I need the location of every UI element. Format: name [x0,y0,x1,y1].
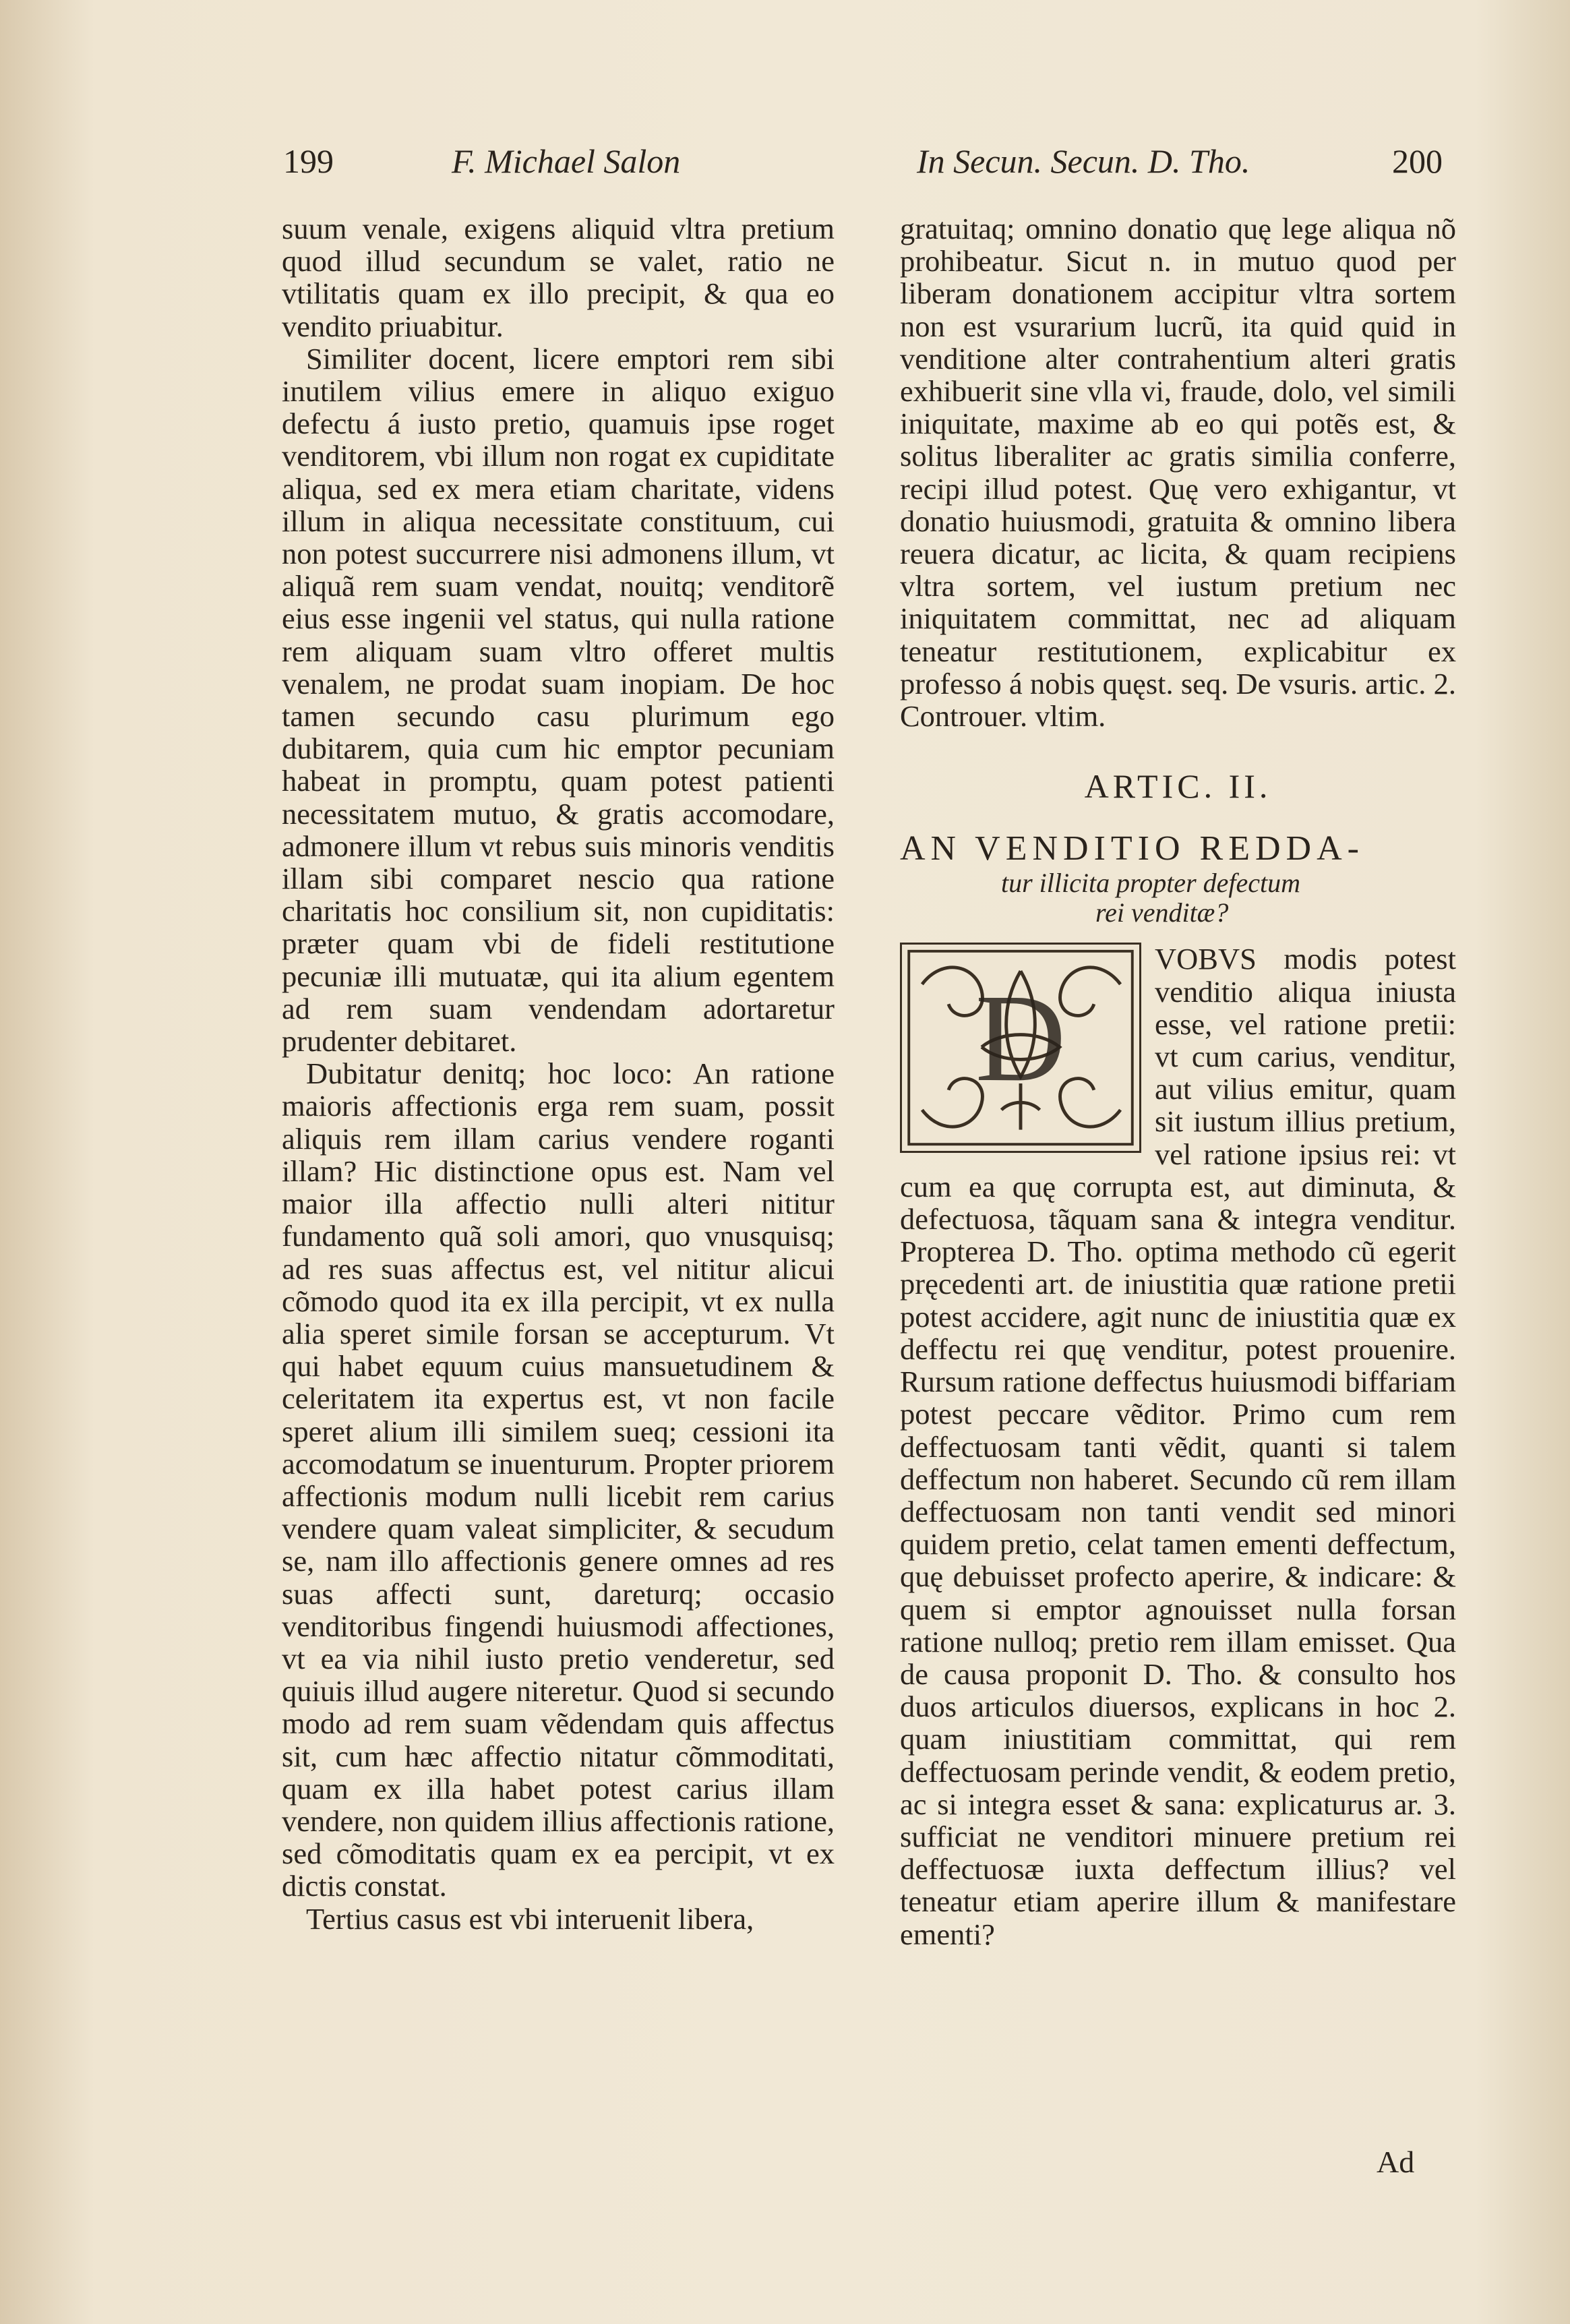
page-number-left: 199 [283,142,334,180]
question-subtitle: rei venditæ? [1095,897,1229,928]
ornament-icon [902,945,1139,1151]
left-column [282,212,835,1935]
running-header [283,142,1463,196]
running-title-right: In Secun. Secun. D. Tho. [917,142,1250,180]
running-title-left: F. Michael Salon [452,142,681,180]
right-column [900,212,1456,1950]
question-title: AN VENDITIO REDDA- [900,829,1364,868]
question-subtitle: tur illicita propter defectum [1001,868,1301,899]
paragraph: suum venale, exigens aliquid vltra pretium quod illud secundum se valet, ratio ne vtilitatis quam ex illo precipit, & qua eo vendito priuabitur. [282,212,835,343]
page-number-right: 200 [1392,142,1443,180]
paragraph: Tertius casus est vbi interuenit libera, [306,1901,754,1936]
paragraph: Dubitatur denitq; hoc loco: An ratione maioris affectionis erga rem suam, possit aliquis rem illam carius vendere roganti illam? Hic distinctione opus est. Nam vel maior illa affectio nulli alteri nititur fundamento quã soli amori, quo vnusquisq; ad res suas affectus est, vel nititur alicui cõmodo quod ita ex illa percipit, vt ex nulla alia speret simile forsan se accepturum. Vt qui habet equum cuius mansuetudinem & celeritatem ita expertus est, vt non facile speret alium illi similem sueq; cessioni ita accomodatum se inuenturum. Propter priorem affectionis modum nulli licebit rem carius vendere quam valeat simpliciter, & secudum se, nam illo affectionis genere omnes ad res suas affecti sunt, dareturq; occasio venditoribus fingendi huiusmodi affectiones, vt ea via nihil iusto pretio venderetur, sed quiuis illud augere niteretur. Quod si secundo modo ad rem suam vẽdendam quis affectus sit, cum hæc affectio nitatur cõmmoditati, quam ex illa habet potest carius illam vendere, non quidem illius affectionis ratione, sed cõmoditatis quam ex ea percipit, vt ex dictis constat. [282,1056,835,1903]
paragraph: gratuitaq; omnino donatio quę lege aliqua nõ prohibeatur. Sicut n. in mutuo quod per liberam donationem accipitur vltra sortem non est vsurarium lucrũ, ita quid quid in venditione alter contrahentium alteri gratis exhibuerit sine vlla vi, fraude, dolo, vel simili iniquitate, maxime ab eo qui potẽs est, & solitus liberaliter ac gratis similia conferre, recipi illud potest. Quę vero exhigantur, vt donatio huiusmodi, gratuita & omnino libera reuera dicatur, ac licita, & quam recipiens vltra sortem, vel iustum pretium nec iniquitatem committat, nec ad aliquam teneatur restitutionem, explicabitur ex professo á nobis quęst. seq. De vsuris. artic. 2. Controuer. vltim. [900,212,1456,734]
catchword: Ad [1377,2145,1415,2179]
paragraph: VOBVS modis potest venditio aliqua iniusta esse, vel ratione pretii: vt cum carius, venditur, aut vilius emitur, quam sit iustum illius pretium, vel ratione ipsius rei: vt cum ea quę corrupta est, aut diminuta, & defectuosa, tãquam sana & integra venditur. Propterea D. Tho. optima methodo cũ egerit pręcedenti art. de iniustitia quæ ratione pretii potest accidere, agit nunc de iniustitia quæ ex deffectu rei quę venditur, potest prouenire. Rursum ratione deffectus huiusmodi biffariam potest peccare vẽditor. Primo cum rem deffectuosam tanti vẽdit, quanti si talem deffectum non haberet. Secundo cũ rem illam deffectuosam non tanti vendit sed minori quidem pretio, celat tamen ementi deffectum, quę debuisset profecto aperire, & indicare: & quem si emptor agnouisset nulla forsan ratione nulloq; pretio rem illam emisset. Qua de causa proponit D. Tho. & consulto hos duos articulos diuersos, explicans in hoc 2. quam iniustitiam committat, qui rem deffectuosam perinde vendit, & eodem pretio, ac si integra esset & sana: explicaturus ar. 3. sufficiat ne venditori minuere pretium rei deffectuosæ iuxta deffectum illius? vel teneatur etiam aperire illum & manifestare ementi? [900,942,1456,1951]
paragraph: Similiter docent, licere emptori rem sibi inutilem vilius emere in aliquo exiguo defectu á iusto pretio, quamuis ipse roget venditorem, vbi illum non rogat ex cupiditate aliqua, sed ex mera etiam charitate, videns illum in aliqua necessitate constituum, cui non potest succurrere nisi admonens illum, vt aliquã rem suam vendat, nouitq; venditorẽ eius esse ingenii vel status, qui nulla ratione rem aliquam suam vltro offeret multis venalem, ne prodat suam inopiam. De hoc tamen secundo casu plurimum ego dubitarem, quia cum hic emptor pecuniam habeat in promptu, quam potest patienti necessitatem mutuo, & gratis accomodare, admonere illum vt rebus suis minoris venditis illam sibi comparet nescio qua ratione charitatis hoc consilium sit, non cupiditatis: præter quam vbi de fideli restitutione pecuniæ illi mutuatæ, qui ita alium egentem ad rem suam vendendam adortaretur prudenter debitaret. [282,341,835,1059]
article-heading: ARTIC. II. [1084,767,1272,806]
dropcap-letter: D [975,969,1066,1108]
decorated-initial-d [900,943,1141,1153]
